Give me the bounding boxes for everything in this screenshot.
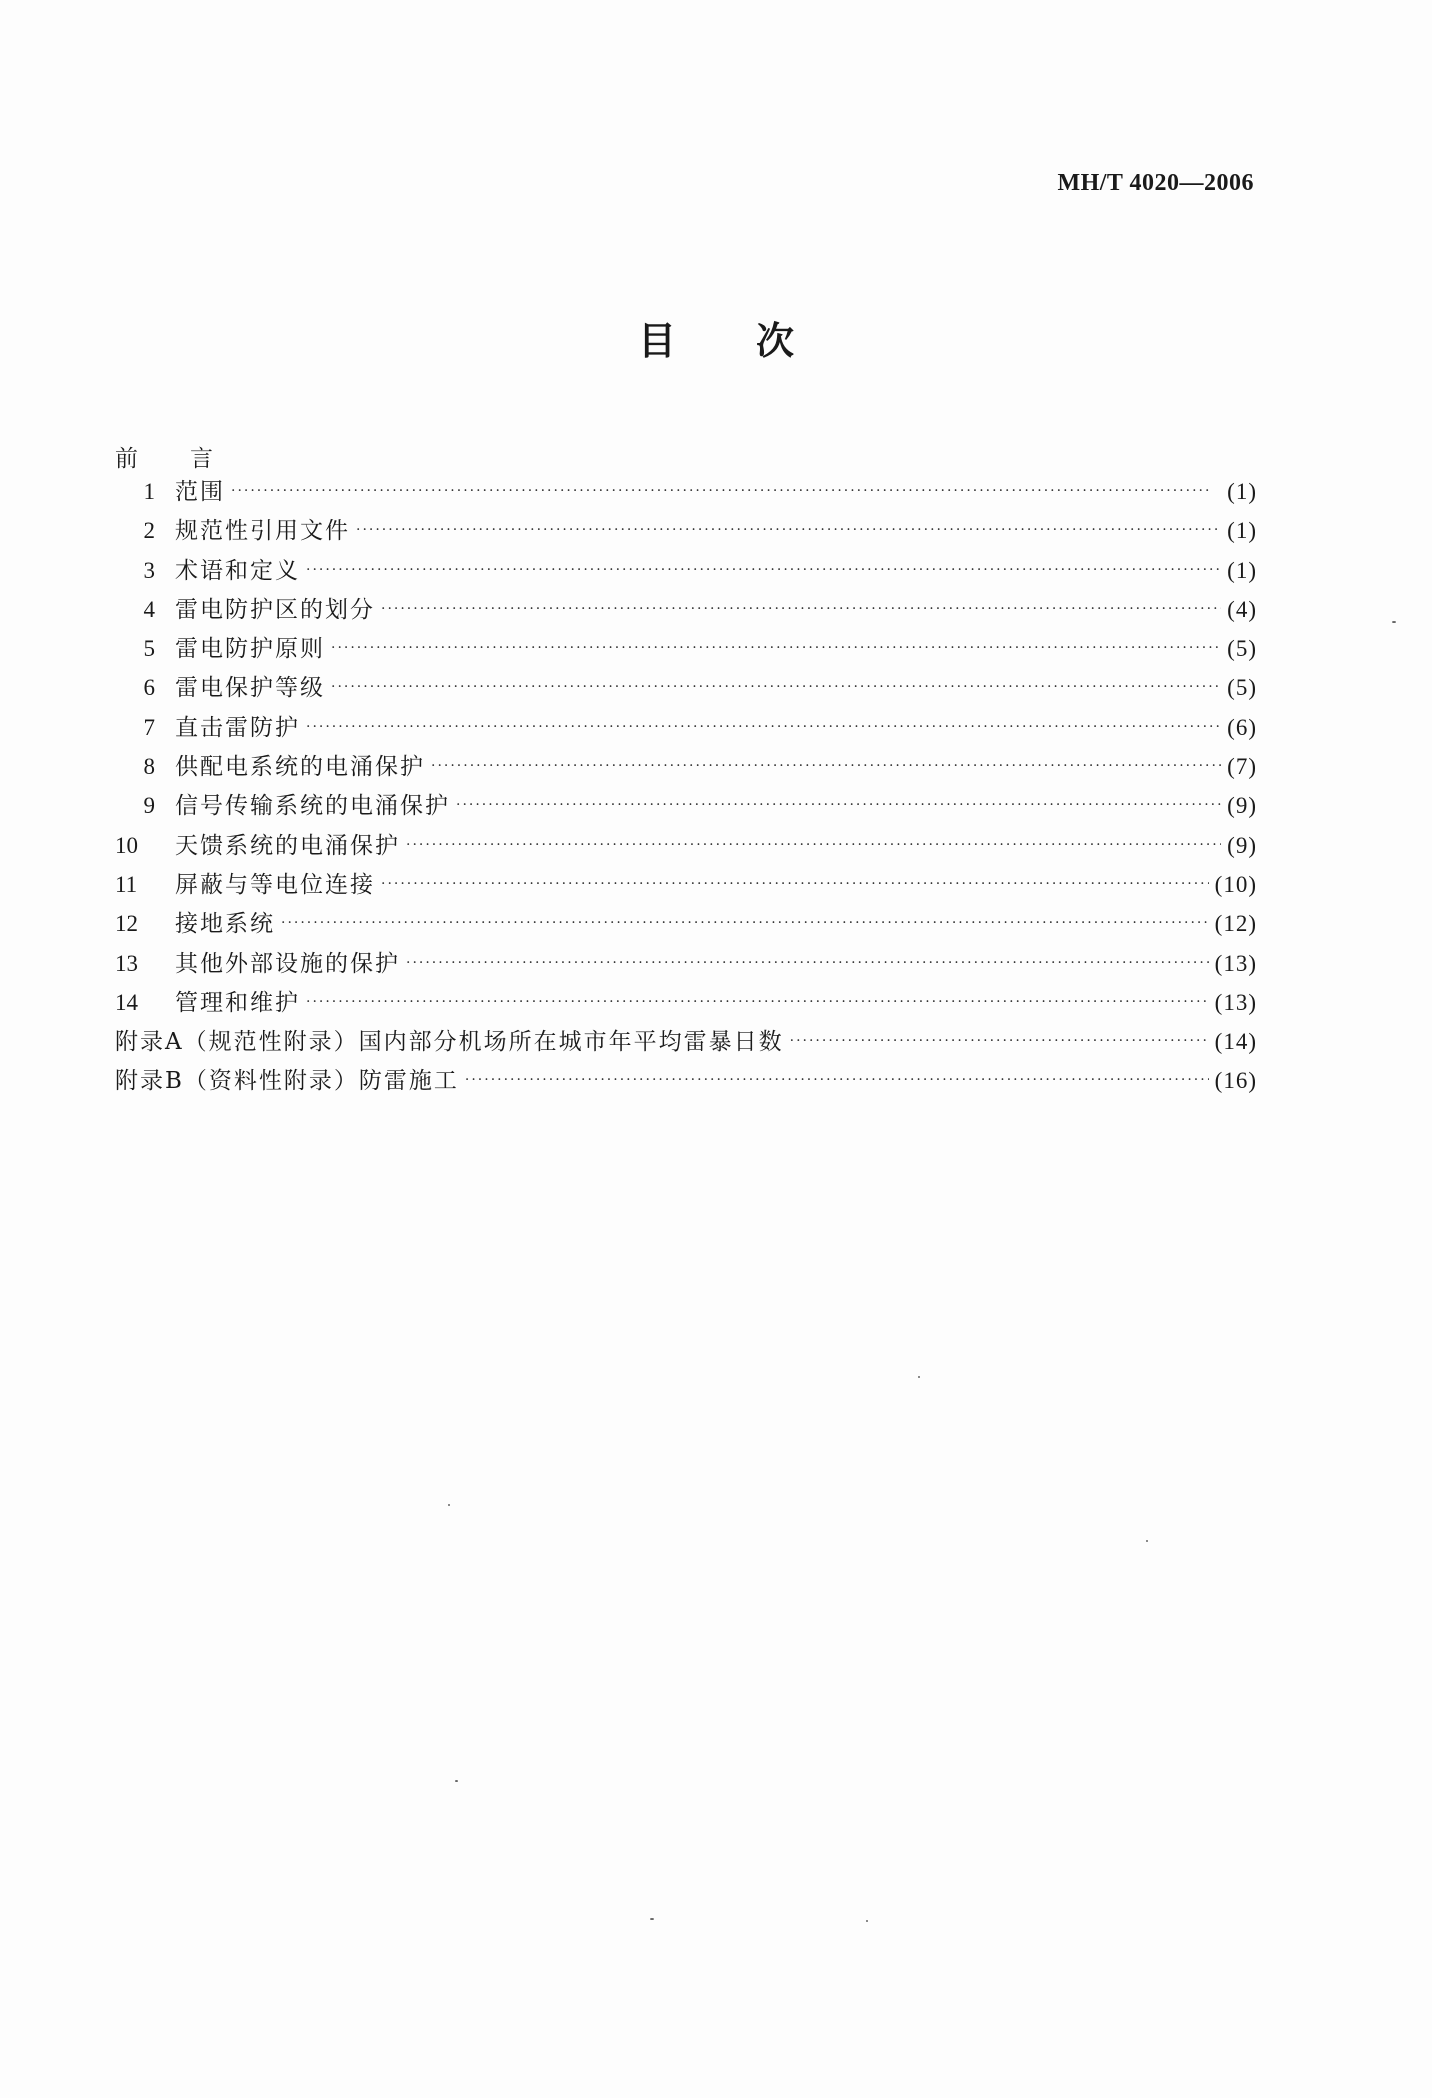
toc-dot-leader [356, 522, 1221, 538]
scan-speck [866, 1920, 868, 1922]
toc-entry-label: 天馈系统的电涌保护 [175, 832, 400, 859]
toc-entry [115, 866, 1257, 905]
toc-entry [115, 984, 1257, 1023]
toc-entry-label: 附录A（规范性附录）国内部分机场所在城市年平均雷暴日数 [115, 1029, 784, 1056]
toc-list [115, 473, 1257, 1102]
toc-entry [115, 591, 1257, 630]
toc-entry-number: 14 [115, 989, 138, 1015]
toc-entry-page: (7) [1227, 754, 1257, 780]
toc-entry-page: (10) [1214, 871, 1257, 897]
toc-entry-number: 5 [143, 636, 155, 662]
toc-entry [115, 709, 1257, 748]
scan-speck [1392, 621, 1396, 623]
scan-speck [455, 1780, 458, 1782]
toc-entry [115, 905, 1257, 944]
toc-entry-number: 3 [143, 557, 155, 583]
toc-entry [115, 473, 1257, 512]
toc-dot-leader [306, 562, 1221, 578]
toc-entry [115, 748, 1257, 787]
toc-entry-label: 雷电保护等级 [175, 675, 325, 702]
preface-char: 言 [190, 446, 213, 472]
toc-entry-label: 供配电系统的电涌保护 [175, 754, 425, 781]
document-number: MH/T 4020—2006 [1057, 170, 1254, 196]
toc-entry-page: (12) [1214, 911, 1257, 937]
toc-preface-entry [115, 440, 213, 473]
toc-dot-leader [465, 1072, 1209, 1088]
toc-dot-leader [331, 640, 1221, 656]
toc-entry-page: (1) [1227, 479, 1257, 504]
scan-speck [448, 1504, 450, 1506]
toc-entry-page: (13) [1214, 950, 1257, 976]
toc-entry-page: (16) [1214, 1068, 1257, 1094]
toc-entry-page: (4) [1227, 596, 1257, 622]
toc-dot-leader [231, 483, 1221, 499]
toc-dot-leader [406, 955, 1209, 971]
toc-entry-page: (5) [1227, 675, 1257, 701]
toc-dot-leader [381, 601, 1221, 617]
scan-speck [650, 1918, 654, 1920]
toc-dot-leader [331, 679, 1221, 695]
toc-entry-label: 直击雷防护 [175, 714, 300, 741]
toc-entry-page: (1) [1227, 557, 1257, 583]
toc-entry-label: 雷电防护区的划分 [175, 596, 375, 623]
toc-entry [115, 1062, 1257, 1101]
toc-dot-leader [431, 758, 1221, 774]
toc-entry-label: 接地系统 [175, 911, 275, 938]
toc-dot-leader [381, 876, 1209, 892]
toc-entry-label: 其他外部设施的保护 [175, 950, 400, 977]
toc-entry-page: (9) [1227, 832, 1257, 858]
toc-dot-leader [406, 837, 1221, 853]
toc-entry-page: (14) [1214, 1029, 1257, 1055]
toc-entry-page: (1) [1227, 518, 1257, 544]
scan-speck [1146, 1540, 1148, 1542]
toc-entry-number: 1 [143, 479, 155, 504]
toc-entry-number: 2 [143, 518, 155, 544]
toc-entry-number: 4 [143, 596, 155, 622]
toc-title [0, 310, 1432, 365]
toc-entry [115, 512, 1257, 551]
toc-entry [115, 630, 1257, 669]
toc-entry-label: 规范性引用文件 [175, 518, 350, 545]
toc-entry-page: (9) [1227, 793, 1257, 819]
toc-title-char: 目 [637, 319, 676, 363]
toc-entry-label: 信号传输系统的电涌保护 [175, 793, 450, 820]
toc-entry-number: 9 [143, 793, 155, 819]
preface-char: 前 [115, 446, 138, 472]
toc-entry-page: (13) [1214, 989, 1257, 1015]
toc-dot-leader [281, 915, 1209, 931]
toc-entry-label: 范围 [175, 479, 225, 505]
toc-entry-number: 8 [143, 754, 155, 780]
toc-entry [115, 552, 1257, 591]
toc-entry-label: 管理和维护 [175, 989, 300, 1016]
toc-dot-leader [790, 1033, 1209, 1049]
scan-speck [918, 1376, 920, 1378]
toc-entry-label: 附录B（资料性附录）防雷施工 [115, 1068, 459, 1095]
toc-dot-leader [456, 797, 1221, 813]
toc-dot-leader [306, 719, 1221, 735]
toc-entry-number: 7 [143, 714, 155, 740]
toc-entry-number: 11 [115, 871, 138, 897]
toc-entry-number: 12 [115, 911, 138, 937]
toc-entry-page: (5) [1227, 636, 1257, 662]
toc-entry [115, 787, 1257, 826]
toc-entry [115, 1023, 1257, 1062]
toc-entry [115, 945, 1257, 984]
toc-entry-number: 13 [115, 950, 138, 976]
toc-entry-number: 10 [115, 832, 138, 858]
toc-entry-label: 雷电防护原则 [175, 636, 325, 663]
toc-dot-leader [306, 994, 1209, 1010]
toc-entry [115, 827, 1257, 866]
toc-title-char: 次 [756, 319, 795, 363]
toc-entry [115, 669, 1257, 708]
toc-entry-label: 屏蔽与等电位连接 [175, 871, 375, 898]
toc-entry-page: (6) [1227, 714, 1257, 740]
toc-entry-label: 术语和定义 [175, 557, 300, 584]
toc-entry-number: 6 [143, 675, 155, 701]
